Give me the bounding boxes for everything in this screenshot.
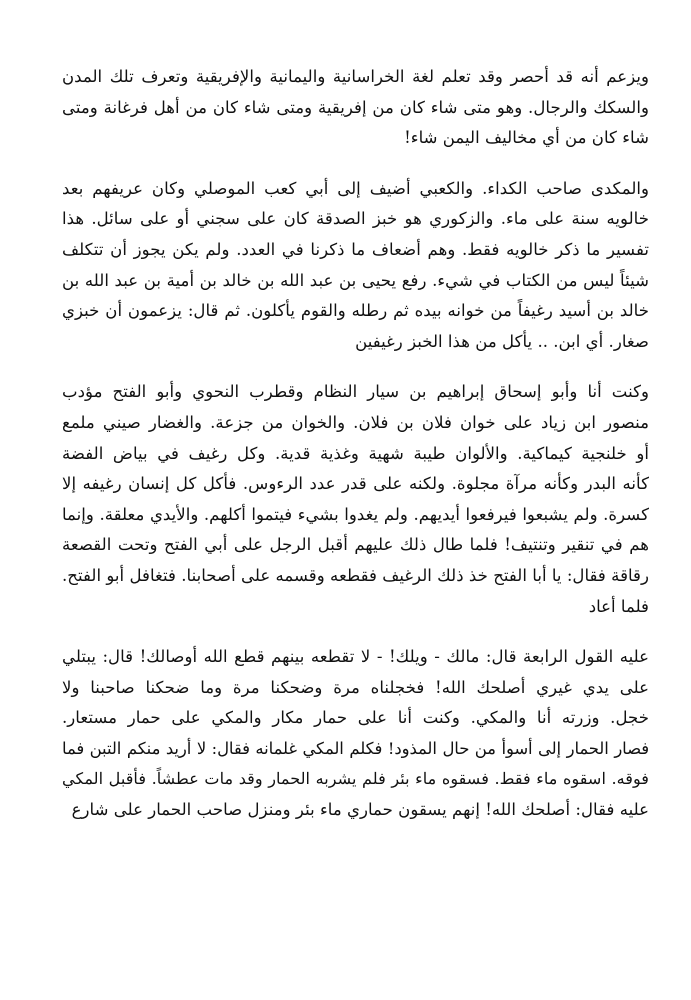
text-line: فلما أعاد <box>588 596 649 616</box>
text-line: رقاقة فقال: يا أبا الفتح خذ ذلك الرغيف فقطعه وقسمه على أصحابنا. فتغافل أبو الفتح. <box>62 565 649 585</box>
text-line: ويزعم أنه قد أحصر وقد تعلم لغة الخراسانية واليمانية والإفريقية وتعرف تلك المدن <box>62 67 649 86</box>
text-line: كأنه البدر وكأنه مرآة مجلوة. ولكنه على قدر عدد الرءوس. فأكل كل إنسان رغيفه إلا <box>62 474 649 494</box>
text-line: على يدي غيري أصلحك الله! فخجلناه مرة وضحكنا مرة وما ضحكنا صاحبنا ولا <box>62 677 649 697</box>
paragraph <box>62 174 649 358</box>
text-line: عليه فقال: أصلحك الله! إنهم يسقون حماري ماء بئر ومنزل صاحب الحمار على شارع <box>71 800 649 820</box>
paragraph <box>62 642 649 826</box>
text-line: صغار. أي ابن. .. يأكل من هذا الخبز رغيفين <box>355 331 649 351</box>
text-line: كسرة. ولم يشبعوا فيرفعوا أيديهم. ولم يغدوا بشيء فيتموا أكلهم. والأيدي معلقة. وإنما <box>62 504 649 524</box>
paragraph <box>62 377 649 622</box>
text-line: هم في تنقير وتنتيف! فلما طال ذلك عليهم أقبل الرجل على أبي الفتح وتحت القصعة <box>62 535 649 555</box>
text-line: عليه القول الرابعة قال: مالك - ويلك! - لا تقطعه بينهم قطع الله أوصالك! قال: يبتلي <box>62 647 649 667</box>
text-line: خالد بن أسيد رغيفاً من خوانه بيده ثم رطله والقوم يأكلون. ثم قال: يزعمون أن خبزي <box>62 301 649 321</box>
text-line: فصار الحمار إلى أسوأ من حال المذود! فكلم المكي غلمانه فقال: لا أريد منكم التبن فما <box>62 738 649 758</box>
text-line: فوقه. اسقوه ماء فقط. فسقوه ماء بئر فلم يشربه الحمار وقد مات عطشاً. فأقبل المكي <box>62 769 649 789</box>
text-line: والمكدى صاحب الكداء. والكعبي أضيف إلى أبي كعب الموصلي وكان عريفهم بعد <box>62 178 649 198</box>
text-body <box>62 62 649 826</box>
text-line: والسكك والرجال. وهو متى شاء كان من إفريقية ومتى شاء كان من أهل فرغانة ومتى <box>62 97 649 117</box>
text-line: منصور ابن زياد على خوان فلان بن فلان. والخوان من جزعة. والغضار صيني ملمع <box>62 412 649 432</box>
text-line: وكنت أنا وأبو إسحاق إبراهيم بن سيار النظام وقطرب النحوي وأبو الفتح مؤدب <box>62 382 649 402</box>
text-line: شاء كان من أي مخاليف اليمن شاء! <box>404 128 649 148</box>
text-line: خالويه سنة على ماء. والزكوري هو خبز الصدقة كان على سجني أو على سائل. هذا <box>62 209 649 229</box>
text-line: شيئاً ليس من الكتاب في شيء. رفع يحيى بن عبد الله بن خالد بن أمية بن عبد الله بن <box>62 270 649 290</box>
text-line: تفسير ما ذكر خالويه فقط. وهم أضعاف ما ذكرنا في العدد. ولم يكن يجوز أن تتكلف <box>62 239 649 259</box>
paragraph <box>62 62 649 154</box>
text-line: أو خلنجية كيماكية. والألوان طيبة شهية وغذية قدية. وكل رغيف في بياض الفضة <box>62 443 649 463</box>
text-line: خجل. وزرته أنا والمكي. وكنت أنا على حمار مكار والمكي على حمار مستعار. <box>62 708 649 728</box>
